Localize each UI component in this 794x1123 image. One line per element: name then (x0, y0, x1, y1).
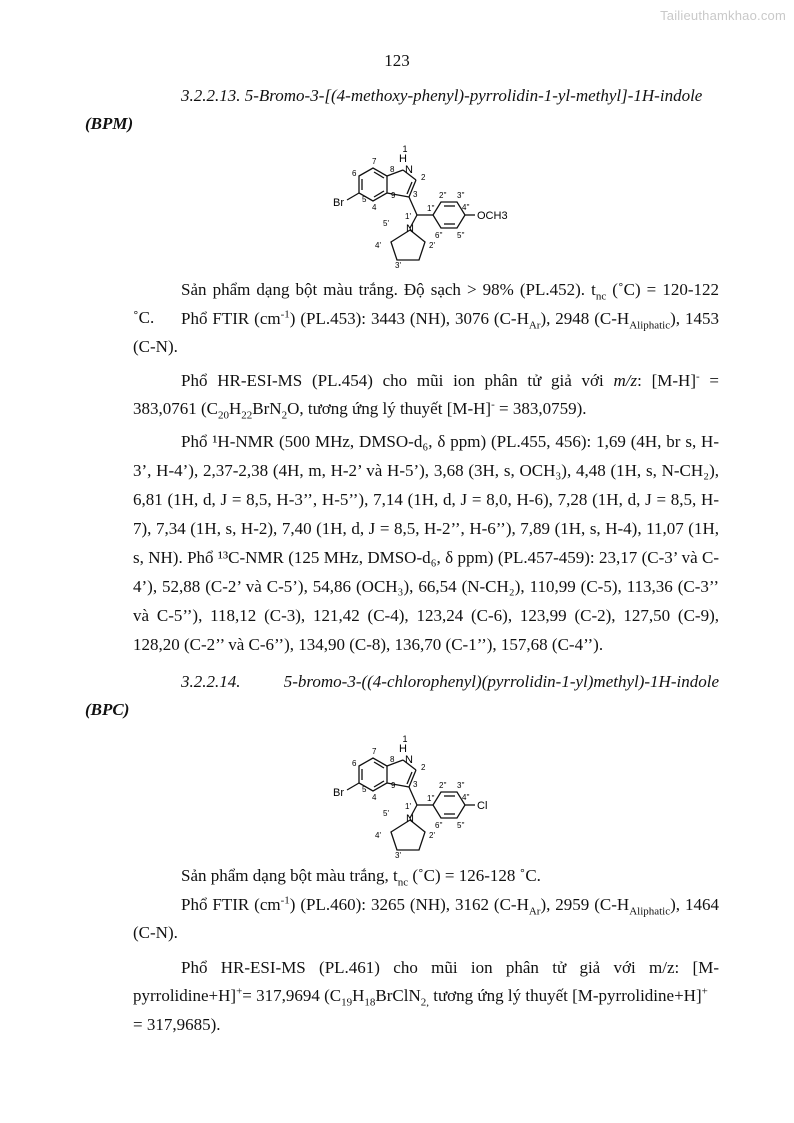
heading-number: 3.2.2.13. (181, 86, 241, 105)
bpm-structure-diagram (325, 140, 535, 268)
heading-number: 3.2.2.14. (181, 672, 241, 691)
compound-code: (BPM) (85, 114, 134, 134)
svg-text:7: 7 (372, 747, 377, 756)
svg-text:6'': 6'' (435, 821, 443, 830)
svg-text:4: 4 (372, 203, 377, 212)
svg-text:N: N (405, 164, 413, 176)
bpc-structure-diagram (325, 730, 535, 858)
svg-text:Br: Br (333, 197, 344, 209)
svg-text:7: 7 (372, 157, 377, 166)
svg-text:6'': 6'' (435, 231, 443, 240)
svg-text:H: H (399, 153, 407, 165)
svg-text:6: 6 (352, 759, 357, 768)
bpm-appearance: Sản phẩm dạng bột màu trắng. Độ sạch > 98% (PL.452). $t_{nc}$ (˚C) = 120-122 ˚C. (133, 280, 719, 328)
page-number: 123 (384, 51, 410, 70)
bpc-ftir: Phổ FTIR $(cm^{-1})$ (PL.460): 3265 (NH), 3162 $(C-H_{Ar})$, 2959 $(C-H_{Aliphatic})$, 1464 (C-N). (133, 894, 719, 943)
svg-text:N: N (406, 223, 414, 235)
svg-text:1: 1 (402, 144, 408, 154)
svg-text:4': 4' (375, 241, 381, 250)
bpc-appearance: Sản phẩm dạng bột màu trắng, $t_{nc}$ (˚C) = 126-128 ˚C. (181, 866, 541, 889)
bpm-ftir: Phổ FTIR $(cm^{-1})$ (PL.453): 3443 (NH), 3076 $(C-H_{Ar})$, 2948 $(C-H_{Aliphatic})$, 1453 (C-N). (133, 308, 719, 357)
svg-text:1'': 1'' (427, 794, 435, 803)
svg-text:5'': 5'' (457, 231, 465, 240)
svg-text:9: 9 (391, 781, 396, 790)
svg-text:N: N (405, 754, 413, 766)
svg-text:3: 3 (413, 190, 418, 199)
svg-text:2: 2 (421, 763, 426, 772)
heading-title: 5-bromo-3-((4-chlorophenyl)(pyrrolidin-1-yl)methyl)-1H-indole (283, 672, 719, 691)
watermark: Tailieuthamkhao.com (660, 8, 786, 23)
svg-text:5'': 5'' (457, 821, 465, 830)
svg-text:4: 4 (372, 793, 377, 802)
svg-text:3: 3 (413, 780, 418, 789)
svg-text:Br: Br (333, 787, 344, 799)
svg-text:3': 3' (395, 261, 401, 268)
methoxy-label: OCH3 (477, 210, 508, 222)
svg-text:5': 5' (383, 219, 389, 228)
svg-text:8: 8 (390, 755, 395, 764)
svg-text:4'': 4'' (462, 203, 470, 212)
svg-text:1: 1 (402, 734, 408, 744)
svg-text:8: 8 (390, 165, 395, 174)
compound-code: (BPC) (85, 700, 130, 720)
svg-text:H: H (399, 743, 407, 755)
svg-text:3'': 3'' (457, 191, 465, 200)
bpc-hrms: Phổ HR-ESI-MS (PL.461) cho mũi ion phân tử giả với m/z: [M- pyrrolidine+H]+= 317,9694 ($C_{19}H_{18}BrClN_{2,}$ tương ứng lý thuyết [M-pyrrolidine+H]+ = 317,9685). (133, 958, 719, 1034)
svg-text:4': 4' (375, 831, 381, 840)
svg-text:6: 6 (352, 169, 357, 178)
heading-title: 5-Bromo-3-[(4-methoxy-phenyl)-pyrrolidin-1-yl-methyl]-1H-indole (244, 86, 703, 105)
svg-text:5: 5 (362, 785, 367, 794)
svg-text:1': 1' (405, 802, 411, 811)
svg-text:2'': 2'' (439, 191, 447, 200)
svg-text:3': 3' (395, 851, 401, 858)
svg-text:N: N (406, 813, 414, 825)
svg-text:2': 2' (429, 831, 435, 840)
svg-text:5': 5' (383, 809, 389, 818)
section-heading-bpm (85, 82, 719, 139)
svg-text:2'': 2'' (439, 781, 447, 790)
svg-text:9: 9 (391, 191, 396, 200)
svg-text:4'': 4'' (462, 793, 470, 802)
svg-text:5: 5 (362, 195, 367, 204)
bpm-nmr: Phổ ¹H-NMR (500 MHz, DMSO-d₆, δ ppm) (PL.455, 456): 1,69 (4H, br s, H-3’, H-4’), 2,37-2,38 (4H, m, H-2’ và H-5’), 3,68 (3H, s, OCH₃), 4,48 (1H, s, N-CH₂), 6,81 (1H, d, J = 8,5, H-3’’, H-5’’), 7,14 (1H, d, J = 8,0, H-6), 7,28 (1H, d, J = 8,5, H-7), 7,34 (1H, s, H-2), 7,40 (1H, d, J = 8,5, H-2’’, H-6’’), 7,89 (1H, s, H-4), 11,07 (1H, s, NH). Phổ ¹³C-NMR (125 MHz, DMSO-d₆, δ ppm) (PL.457-459): 23,17 (C-3’ và C-4’), 52,88 (C-2’ và C-5’), 54,86 (OCH₃), 66,54 (N-CH₂), 110,99 (C-5), 113,36 (C-3’’ và C-5’’), 118,12 (C-3), 121,42 (C-4), 123,24 (C-6), 123,99 (C-2), 127,50 (C-9), 128,20 (C-2’’ và C-6’’), 134,90 (C-8), 136,70 (C-1’’), 157,68 (C-4’’). (133, 432, 719, 654)
section-heading-bpc (85, 668, 719, 725)
svg-text:2': 2' (429, 241, 435, 250)
svg-text:1'': 1'' (427, 204, 435, 213)
svg-text:2: 2 (421, 173, 426, 182)
chloro-label: Cl (477, 800, 488, 812)
bpm-hrms: Phổ HR-ESI-MS (PL.454) cho mũi ion phân tử giả với m/z: [M-H]- = 383,0761 ($C_{20}H_{22}BrN_2O$, tương ứng lý thuyết [M-H]- = 383,0759). (133, 370, 720, 422)
svg-text:3'': 3'' (457, 781, 465, 790)
svg-text:1': 1' (405, 212, 411, 221)
